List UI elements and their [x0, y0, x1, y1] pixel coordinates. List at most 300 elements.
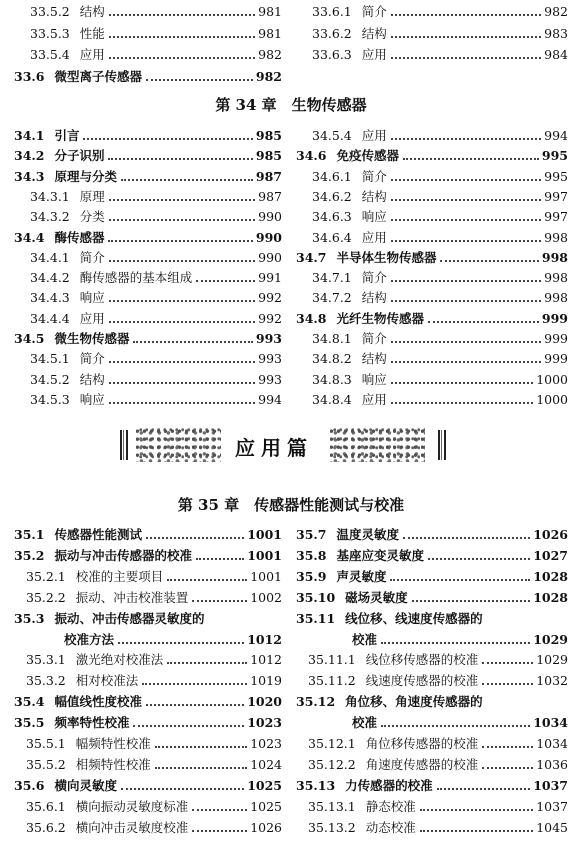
chapter-35-heading: 第 35 章 传感器性能测试与校准: [177, 496, 405, 514]
toc-page-number: 1019: [250, 673, 282, 689]
toc-dot-leader: [428, 320, 539, 323]
toc-entry-title: 简介: [361, 168, 387, 184]
toc-entry-number: 35.3: [14, 610, 45, 626]
toc-entry-number: 33.6.3: [312, 47, 352, 63]
toc-entry-title: 免疫传感器: [336, 148, 399, 164]
toc-entry-title: 横向振动灵敏度标准: [75, 798, 189, 814]
toc-entry-number: 34.5.1: [30, 351, 70, 367]
toc-entry-number: 35.2: [14, 547, 45, 563]
toc-section-entry[interactable]: [14, 630, 282, 650]
toc-subsection-entry[interactable]: [26, 671, 282, 691]
toc-entry-number: 34.3.1: [30, 188, 70, 204]
toc-dot-leader: [391, 35, 541, 38]
toc-page-number: 1001: [247, 527, 282, 542]
toc-page-number: 993: [255, 331, 282, 346]
toc-subsection-entry[interactable]: [312, 349, 568, 369]
toc-entry-title: 响应: [79, 290, 105, 306]
toc-subsection-entry[interactable]: [308, 797, 568, 817]
toc-dot-leader: [192, 808, 247, 811]
toc-entry-title: 相对校准法: [75, 673, 139, 689]
toc-entry-title: 半导体生物传感器: [336, 249, 437, 265]
toc-dot-leader: [482, 745, 533, 748]
toc-page-number: 991: [258, 270, 282, 286]
toc-page-number: 1026: [533, 527, 568, 542]
toc-page-number: 992: [258, 290, 282, 306]
toc-page-number: 987: [255, 168, 282, 184]
toc-entry-title: 振动、冲击校准装置: [75, 589, 189, 605]
toc-page-number: 1029: [533, 631, 568, 647]
toc-subsection-entry[interactable]: [26, 567, 282, 587]
toc-dot-leader: [381, 641, 530, 644]
toc-dot-leader: [196, 557, 244, 560]
toc-section-entry[interactable]: [14, 126, 282, 146]
toc-entry-title: 简介: [79, 249, 105, 265]
toc-section-entry[interactable]: [14, 609, 282, 629]
toc-dot-leader: [391, 198, 541, 201]
toc-dot-leader: [403, 536, 530, 539]
toc-page-number: 1029: [536, 652, 568, 668]
toc-entry-number: 34.4.1: [30, 249, 70, 265]
toc-subsection-entry[interactable]: [30, 390, 282, 410]
toc-entry-number: 35.6: [14, 777, 45, 793]
toc-dot-leader: [146, 78, 253, 81]
part-banner-title: 应用篇: [235, 436, 313, 460]
toc-entry-number: 35.3.2: [26, 673, 66, 689]
toc-entry-title: 结构: [361, 25, 387, 41]
toc-entry-title: 简介: [361, 331, 387, 346]
toc-dot-leader: [109, 56, 255, 59]
toc-dot-leader: [108, 157, 252, 160]
toc-entry-title: 响应: [361, 209, 387, 225]
toc-section-entry[interactable]: [296, 567, 568, 587]
toc-subsection-entry[interactable]: [30, 288, 282, 308]
toc-page-number: 1023: [250, 736, 282, 751]
toc-page-number: 1045: [536, 819, 568, 835]
toc-dot-leader: [482, 766, 533, 769]
toc-entry-title: 横向冲击灵敏度校准: [75, 819, 189, 835]
toc-dot-leader: [391, 381, 533, 384]
toc-subsection-entry[interactable]: [26, 650, 282, 670]
toc-page-number: 995: [544, 168, 568, 184]
toc-section-entry[interactable]: [296, 146, 568, 166]
toc-entry-number: 34.5.3: [30, 391, 70, 407]
banner-texture-right: [330, 428, 425, 462]
toc-section-entry[interactable]: [14, 228, 282, 248]
toc-dot-leader: [482, 682, 533, 685]
toc-page-number: 998: [544, 290, 568, 306]
toc-entry-number: 35.11.2: [308, 673, 356, 689]
chapter-34-heading: 第 34 章 生物传感器: [215, 96, 367, 114]
toc-section-entry[interactable]: [14, 546, 282, 566]
toc-entry-number: 35.5.2: [26, 756, 66, 772]
toc-entry-number: 35.13.2: [308, 819, 356, 835]
toc-entry-number: 35.3.1: [26, 652, 66, 668]
toc-page-number: 1034: [536, 736, 568, 751]
toc-page-number: 1025: [250, 798, 282, 814]
toc-page-number: 1002: [250, 589, 282, 605]
toc-entry-title: 分子识别: [54, 148, 105, 164]
toc-page-number: 1032: [536, 673, 568, 689]
toc-page-number: 993: [258, 371, 282, 387]
toc-dot-leader: [390, 578, 530, 581]
toc-subsection-entry[interactable]: [312, 187, 568, 207]
toc-entry-title: 校准方法: [64, 631, 115, 647]
toc-entry-number: 34.2: [14, 148, 45, 164]
toc-dot-leader: [381, 724, 530, 727]
toc-dot-leader: [146, 703, 244, 706]
toc-page-number: 985: [255, 128, 282, 143]
toc-subsection-entry[interactable]: [30, 2, 282, 22]
banner-bar-left: [120, 430, 128, 460]
toc-page-number: 982: [258, 47, 282, 63]
toc-entry-number: 35.2.2: [26, 589, 66, 605]
toc-dot-leader: [403, 157, 539, 160]
toc-subsection-entry[interactable]: [30, 207, 282, 227]
toc-dot-leader: [109, 320, 255, 323]
toc-page-number: 1034: [533, 715, 568, 731]
toc-subsection-entry[interactable]: [26, 734, 282, 754]
toc-page-number: 981: [258, 4, 282, 19]
toc-entry-number: 34.4.4: [30, 310, 70, 326]
toc-entry-number: 35.6.1: [26, 798, 66, 814]
toc-entry-title: 幅值线性度校准: [54, 694, 142, 710]
toc-page-number: 1037: [533, 777, 568, 793]
toc-entry-title: 结构: [361, 188, 387, 204]
toc-dot-leader: [83, 137, 252, 140]
toc-subsection-entry[interactable]: [312, 288, 568, 308]
toc-entry-title: 原理: [79, 188, 105, 204]
toc-subsection-entry[interactable]: [308, 671, 568, 691]
toc-entry-title: 光纤生物传感器: [336, 310, 424, 326]
toc-section-entry[interactable]: [296, 588, 568, 608]
toc-entry-title: 简介: [361, 4, 387, 19]
toc-entry-title: 引言: [54, 128, 80, 143]
toc-entry-title: 应用: [361, 229, 387, 245]
toc-entry-title: 结构: [79, 371, 105, 387]
toc-entry-title: 分类: [79, 209, 105, 225]
toc-page-number: 1028: [533, 589, 568, 605]
toc-subsection-entry[interactable]: [30, 248, 282, 268]
toc-subsection-entry[interactable]: [312, 207, 568, 227]
toc-entry-title: 校准: [352, 715, 378, 731]
toc-entry-title: 线速度传感器的校准: [365, 673, 479, 689]
toc-entry-number: 34.8.4: [312, 391, 352, 407]
toc-entry-number: 33.5.3: [30, 25, 70, 41]
toc-subsection-entry[interactable]: [30, 268, 282, 288]
banner-texture-left: [136, 428, 221, 462]
toc-subsection-entry[interactable]: [312, 370, 568, 390]
toc-dot-leader: [155, 745, 247, 748]
toc-entry-title: 基座应变灵敏度: [336, 547, 424, 563]
toc-dot-leader: [118, 641, 244, 644]
toc-entry-title: 温度灵敏度: [336, 527, 399, 542]
toc-dot-leader: [391, 218, 541, 221]
toc-dot-leader: [109, 360, 255, 363]
toc-entry-number: 35.5: [14, 715, 45, 731]
toc-page-number: 1001: [247, 547, 282, 563]
toc-entry-number: 34.4.2: [30, 270, 70, 286]
toc-section-entry[interactable]: [296, 692, 568, 712]
toc-page-number: 1001: [250, 568, 282, 584]
toc-dot-leader: [391, 279, 541, 282]
toc-dot-leader: [420, 808, 533, 811]
toc-dot-leader: [109, 13, 255, 16]
toc-dot-leader: [391, 239, 541, 242]
toc-subsection-entry[interactable]: [312, 45, 568, 65]
toc-section-entry[interactable]: [14, 67, 282, 87]
toc-entry-number: 35.4: [14, 694, 45, 710]
toc-section-entry[interactable]: [14, 329, 282, 349]
toc-entry-number: 35.1: [14, 527, 45, 542]
toc-entry-title: 微型离子传感器: [54, 68, 142, 84]
toc-subsection-entry[interactable]: [26, 755, 282, 775]
toc-entry-number: 34.8: [296, 310, 327, 326]
toc-subsection-entry[interactable]: [30, 349, 282, 369]
toc-entry-number: 34.4: [14, 229, 45, 245]
toc-page-number: 1012: [250, 652, 282, 668]
toc-entry-title: 结构: [361, 290, 387, 306]
toc-section-entry[interactable]: [14, 146, 282, 166]
toc-entry-number: 33.6.2: [312, 25, 352, 41]
toc-dot-leader: [109, 299, 255, 302]
toc-page-number: 994: [544, 128, 568, 143]
toc-subsection-entry[interactable]: [308, 650, 568, 670]
toc-entry-title: 角速度传感器的校准: [365, 756, 479, 772]
toc-subsection-entry[interactable]: [308, 755, 568, 775]
toc-dot-leader: [391, 178, 541, 181]
toc-section-entry[interactable]: [14, 713, 282, 733]
toc-section-entry[interactable]: [296, 248, 568, 268]
toc-section-entry[interactable]: [296, 309, 568, 329]
toc-entry-number: 35.13: [296, 777, 336, 793]
toc-page-number: 997: [544, 188, 568, 204]
toc-subsection-entry[interactable]: [312, 390, 568, 410]
toc-page-number: 990: [258, 249, 282, 265]
toc-page-number: 998: [544, 270, 568, 286]
toc-dot-leader: [167, 578, 247, 581]
toc-subsection-entry[interactable]: [30, 187, 282, 207]
toc-entry-number: 35.11.1: [308, 652, 356, 668]
toc-subsection-entry[interactable]: [312, 2, 568, 22]
toc-page-number: 999: [544, 351, 568, 367]
toc-entry-title: 校准的主要项目: [75, 568, 164, 584]
toc-dot-leader: [391, 13, 541, 16]
toc-dot-leader: [109, 381, 255, 384]
toc-dot-leader: [109, 198, 255, 201]
toc-entry-title: 响应: [361, 371, 387, 387]
toc-entry-title: 力传感器的校准: [345, 777, 433, 793]
toc-dot-leader: [167, 661, 247, 664]
toc-subsection-entry[interactable]: [312, 24, 568, 44]
toc-dot-leader: [440, 259, 538, 262]
toc-dot-leader: [142, 682, 247, 685]
toc-dot-leader: [109, 401, 255, 404]
toc-subsection-entry[interactable]: [312, 126, 568, 146]
toc-entry-title: 横向灵敏度: [54, 777, 117, 793]
toc-entry-title: 动态校准: [365, 819, 416, 835]
toc-section-entry[interactable]: [14, 692, 282, 712]
toc-entry-number: 35.9: [296, 568, 327, 584]
toc-dot-leader: [391, 299, 541, 302]
toc-entry-number: 34.6: [296, 148, 327, 164]
toc-entry-number: 34.3: [14, 168, 45, 184]
toc-page-number: 995: [541, 148, 568, 164]
toc-entry-title: 振动与冲击传感器的校准: [54, 547, 192, 563]
toc-dot-leader: [391, 360, 541, 363]
toc-subsection-entry[interactable]: [30, 370, 282, 390]
toc-entry-title: 幅频特性校准: [75, 736, 151, 751]
toc-section-entry[interactable]: [296, 713, 568, 733]
toc-page-number: 1028: [533, 568, 568, 584]
toc-dot-leader: [121, 178, 253, 181]
toc-page-number: 983: [544, 25, 568, 41]
toc-page-number: 981: [258, 25, 282, 41]
toc-entry-title: 酶传感器: [54, 229, 105, 245]
toc-entry-title: 原理与分类: [54, 168, 117, 184]
toc-entry-number: 34.5.2: [30, 371, 70, 387]
toc-entry-number: 34.6.3: [312, 209, 352, 225]
toc-entry-title: 应用: [79, 47, 105, 63]
toc-entry-title: 简介: [79, 351, 105, 367]
toc-subsection-entry[interactable]: [26, 797, 282, 817]
toc-page-number: 997: [544, 209, 568, 225]
toc-entry-number: 34.8.1: [312, 331, 352, 346]
toc-dot-leader: [109, 218, 255, 221]
toc-page-number: 998: [544, 229, 568, 245]
toc-entry-title: 应用: [361, 128, 387, 143]
toc-entry-title: 激光绝对校准法: [75, 652, 164, 668]
toc-page-number: 1026: [250, 819, 282, 835]
toc-entry-number: 34.7.2: [312, 290, 352, 306]
toc-section-entry[interactable]: [14, 776, 282, 796]
toc-dot-leader: [109, 259, 255, 262]
toc-entry-number: 34.6.2: [312, 188, 352, 204]
toc-dot-leader: [482, 661, 533, 664]
toc-entry-title: 应用: [361, 391, 387, 407]
toc-subsection-entry[interactable]: [312, 329, 568, 349]
toc-page-number: 1024: [250, 756, 282, 772]
toc-entry-number: 34.5: [14, 331, 45, 346]
toc-section-entry[interactable]: [296, 609, 568, 629]
toc-subsection-entry[interactable]: [312, 167, 568, 187]
toc-entry-title: 磁场灵敏度: [345, 589, 408, 605]
toc-subsection-entry[interactable]: [308, 734, 568, 754]
toc-page-number: 990: [255, 229, 282, 245]
toc-page-number: 1012: [247, 631, 282, 647]
toc-entry-title: 线位移、线速度传感器的: [345, 610, 483, 626]
toc-entry-number: 34.6.1: [312, 168, 352, 184]
toc-entry-title: 应用: [79, 310, 105, 326]
toc-entry-title: 简介: [361, 270, 387, 286]
toc-subsection-entry[interactable]: [308, 818, 568, 838]
toc-subsection-entry[interactable]: [26, 588, 282, 608]
toc-section-entry[interactable]: [296, 776, 568, 796]
toc-page-number: 994: [258, 391, 282, 407]
toc-dot-leader: [192, 599, 247, 602]
toc-page-number: 990: [258, 209, 282, 225]
toc-entry-title: 传感器性能测试: [54, 527, 142, 542]
toc-section-entry[interactable]: [296, 546, 568, 566]
toc-entry-number: 34.7: [296, 249, 327, 265]
toc-subsection-entry[interactable]: [30, 309, 282, 329]
toc-subsection-entry[interactable]: [312, 228, 568, 248]
toc-entry-number: 35.7: [296, 527, 327, 542]
toc-page-number: 998: [541, 249, 568, 265]
toc-page-number: 1027: [533, 547, 568, 563]
toc-entry-title: 微生物传感器: [54, 331, 130, 346]
toc-dot-leader: [437, 787, 531, 790]
toc-page-number: 999: [544, 331, 568, 346]
toc-dot-leader: [192, 829, 247, 832]
toc-dot-leader: [420, 829, 533, 832]
toc-section-entry[interactable]: [14, 167, 282, 187]
toc-section-entry[interactable]: [296, 525, 568, 545]
toc-entry-number: 34.7.1: [312, 270, 352, 286]
toc-dot-leader: [412, 599, 531, 602]
toc-section-entry[interactable]: [296, 630, 568, 650]
toc-page-number: 1025: [247, 777, 282, 793]
toc-dot-leader: [428, 557, 530, 560]
toc-section-entry[interactable]: [14, 525, 282, 545]
toc-page-number: 999: [541, 310, 568, 326]
toc-entry-title: 频率特性校准: [54, 715, 130, 731]
toc-page-number: 1020: [247, 694, 282, 710]
toc-entry-number: 34.6.4: [312, 229, 352, 245]
toc-entry-title: 结构: [79, 4, 105, 19]
toc-dot-leader: [391, 56, 541, 59]
toc-subsection-entry[interactable]: [30, 24, 282, 44]
toc-dot-leader: [146, 536, 244, 539]
toc-entry-number: 34.3.2: [30, 209, 70, 225]
toc-page-number: 1036: [536, 756, 568, 772]
toc-entry-title: 线位移传感器的校准: [365, 652, 479, 668]
toc-entry-number: 33.6.1: [312, 4, 352, 19]
toc-subsection-entry[interactable]: [312, 268, 568, 288]
toc-entry-title: 应用: [361, 47, 387, 63]
toc-entry-number: 34.5.4: [312, 128, 352, 143]
toc-entry-number: 34.8.2: [312, 351, 352, 367]
toc-page-number: 982: [255, 68, 282, 84]
toc-dot-leader: [155, 766, 247, 769]
toc-entry-title: 静态校准: [365, 798, 416, 814]
toc-entry-number: 35.12.2: [308, 756, 356, 772]
toc-entry-number: 35.2.1: [26, 568, 66, 584]
toc-page-number: 1000: [536, 391, 568, 407]
toc-page-number: 984: [544, 47, 568, 63]
toc-subsection-entry[interactable]: [26, 818, 282, 838]
toc-page-number: 985: [255, 148, 282, 164]
toc-entry-title: 性能: [79, 25, 105, 41]
toc-entry-number: 35.5.1: [26, 736, 66, 751]
banner-bar-right: [438, 430, 446, 460]
toc-entry-title: 相频特性校准: [75, 756, 151, 772]
toc-page-number: 987: [258, 188, 282, 204]
toc-dot-leader: [196, 279, 255, 282]
toc-dot-leader: [108, 239, 252, 242]
toc-dot-leader: [121, 787, 244, 790]
toc-subsection-entry[interactable]: [30, 45, 282, 65]
toc-entry-number: 35.8: [296, 547, 327, 563]
toc-page-number: 1037: [536, 798, 568, 814]
toc-entry-number: 33.6: [14, 68, 45, 84]
toc-entry-title: 角位移传感器的校准: [365, 736, 479, 751]
toc-dot-leader: [133, 340, 252, 343]
toc-entry-title: 校准: [352, 631, 378, 647]
toc-entry-number: 33.5.4: [30, 47, 70, 63]
toc-dot-leader: [391, 401, 533, 404]
toc-dot-leader: [109, 35, 255, 38]
toc-entry-number: 34.8.3: [312, 371, 352, 387]
